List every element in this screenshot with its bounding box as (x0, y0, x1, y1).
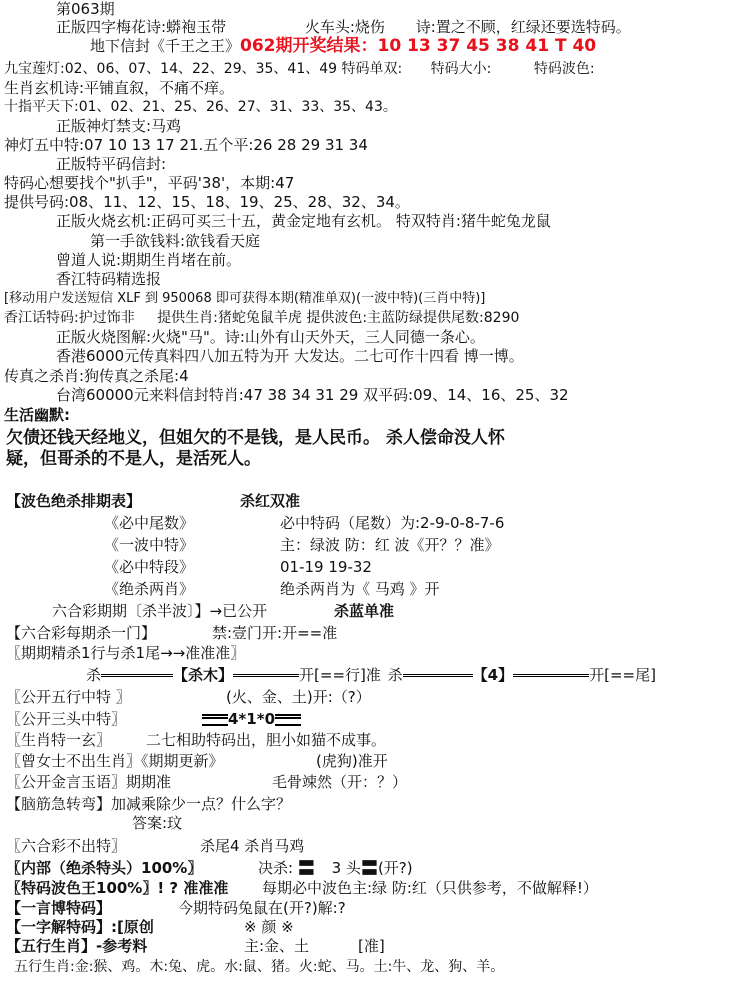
neibu-tou: 3 头 (331, 859, 361, 877)
shi-text: 诗:置之不顾，红绿还要选特码。 (415, 18, 631, 36)
shengxiao-yixuan-value: 二七相助特码出，胆小如猫不成事。 (146, 731, 387, 749)
joke-line-1: 欠债还钱天经地义，但姐欠的不是钱，是人民币。 杀人偿命没人怀 (6, 428, 505, 448)
poem-line (56, 18, 631, 36)
wuxing-value: (火、金、土)开:（?） (226, 688, 371, 706)
issue-number: 第063期 (56, 0, 115, 18)
bose-label: 〖特码波色王100%〗! ? 准准准 (6, 879, 229, 897)
neibu-kai: (开?) (377, 859, 413, 877)
santou-label: 〖公开三头中特〗 (6, 710, 127, 728)
wuxing-label: 〖公开五行中特 〗 (6, 688, 131, 706)
xiangjiang-tigong: 提供生肖:猪蛇兔鼠羊虎 提供波色:主蓝防绿提供尾数:8290 (157, 310, 520, 326)
sha-left: 杀 (86, 666, 102, 684)
jiubao-danshuang: 特码单双: (341, 61, 403, 77)
xinxiang: 特码心想要找个"扒手"，平码'38'，本期:47 (4, 174, 295, 192)
jiubao-bose: 特码波色: (533, 61, 595, 77)
triple-bar-icon (202, 714, 228, 726)
shengxiao-yixuan-label: 〖生肖特一玄〗 (6, 731, 112, 749)
shayimen-line: 【六合彩每期杀一门】 (6, 624, 157, 642)
result-text: 062期开奖结果：10 13 37 45 38 41 T 40 (240, 36, 597, 56)
daan-line: 答案:玟 (132, 814, 183, 832)
divider-line (513, 674, 589, 677)
huoshao-xuanji: 正版火烧玄机:正码可买三十五，黄金定地有玄机。 特双特肖:猪牛蛇兔龙鼠 (56, 212, 551, 230)
sha-row (86, 666, 656, 684)
yizi-value: ※ 颜 ※ (244, 918, 294, 936)
wuxing-sx-main: 主:金、土 (244, 937, 310, 955)
sha-mu: 【杀木】 (173, 666, 234, 684)
xianggang-6000: 香港6000元传真料四八加五特为开 大发达。二七可作十四看 博一博。 (56, 347, 524, 365)
zengnvshi-label: 〖曾女士不出生肖〗《期期更新》 (6, 752, 224, 770)
divider-line (233, 674, 299, 677)
shendeng-wuzhong: 神灯五中特:07 10 13 17 21.五个平:26 28 29 31 34 (4, 136, 368, 154)
row-biizhong-weishu-value: 必中特码（尾数）为:2-9-0-8-7-6 (280, 514, 505, 532)
equals-icon: 〓 (360, 858, 378, 879)
shayimen-right: 禁:壹门开:开==准 (212, 624, 338, 642)
santou-value (202, 710, 301, 728)
table-title: 【波色绝杀排期表】 (6, 492, 142, 510)
jiubao-numbers: 九宝莲灯:02、06、07、14、22、29、35、41、49 (4, 61, 338, 77)
wuxing-sx-right: [准] (358, 937, 385, 955)
chuanzhen: 传真之杀肖:狗传真之杀尾:4 (4, 367, 189, 385)
shenghuo-label: 生活幽默: (4, 406, 70, 424)
row-liangxiao-label: 《绝杀两肖》 (104, 580, 195, 598)
poem-title: 正版四字梅花诗: (56, 18, 167, 36)
divider-line (403, 674, 473, 677)
jingsha-line: 〖期期精杀1行与杀1尾→→准准准〗 (6, 644, 246, 662)
jiubao-line (4, 60, 595, 78)
row-biizhong-weishu-label: 《必中尾数》 (104, 514, 195, 532)
jinyan-value: 毛骨竦然（开：？） (272, 773, 408, 791)
wuxing-list: 五行生肖:金:猴、鸡。木:兔、虎。水:鼠、猪。火:蛇、马。土:牛、龙、狗、羊。 (14, 959, 505, 975)
banbo-right: 杀蓝单准 (334, 602, 395, 620)
equals-icon: 〓 (297, 858, 315, 879)
triple-bar-icon (275, 714, 301, 726)
neibu-value (258, 859, 413, 878)
bose-value: 每期必中波色主:绿 防:红（只供参考，不做解释!） (262, 879, 598, 897)
row-liangxiao-value: 绝杀两肖为《 马鸡 》开 (280, 580, 440, 598)
tepingma: 正版特平码信封: (56, 155, 167, 173)
row-yibo-value: 主：绿波 防：红 波《开？？准》 (280, 536, 500, 554)
xianggang-jingxuan: 香江特码精选报 (56, 270, 162, 288)
row-teduan-label: 《必中特段》 (104, 558, 195, 576)
yidong-sms: [移动用户发送短信 XLF 到 950068 即可获得本期(精准单双)(一波中特)(三肖中特)] (4, 291, 486, 306)
zengnvshi-value: (虎狗)准开 (316, 752, 388, 770)
box-4: 【4】 (472, 666, 514, 684)
shendeng-jinzhi: 正版神灯禁支:马鸡 (56, 117, 182, 135)
huoshao-tujie: 正版火烧图解:火烧"马"。诗:山外有山天外天，三人同德一条心。 (56, 328, 485, 346)
result-line (90, 37, 596, 55)
huoche-value: 烧伤 (354, 18, 385, 36)
yiyan-value: 今期特码兔鼠在(开?)解:? (178, 899, 346, 917)
divider-line (101, 674, 173, 677)
cengdao: 曾道人说:期期生肖堵在前。 (56, 251, 242, 269)
xiangjiang-tema: 香江话特码:护过饰非 (4, 310, 135, 326)
buchu-value: 杀尾4 杀肖马鸡 (200, 837, 305, 855)
sha-mid: 杀 (387, 666, 403, 684)
taiwan-60000: 台湾60000元来料信封特肖:47 38 34 31 29 双平码:09、14、16、25、32 (56, 386, 569, 404)
row-yibo-label: 《一波中特》 (104, 536, 195, 554)
diyishou: 第一手欲钱料:欲钱看天庭 (90, 232, 261, 250)
wuxing-sx-label: 【五行生肖】-参考料 (6, 937, 148, 955)
xiangjiang-line (4, 309, 519, 327)
kai-xing: 开[==行]准 (299, 666, 381, 684)
tigong: 提供号码:08、11、12、15、18、19、25、28、32、34。 (4, 193, 410, 211)
naojin-line: 【脑筋急转弯】加减乘除少一点？什么字？ (6, 795, 292, 813)
poem-text: 蟒袍玉带 (166, 18, 227, 36)
huoche-label: 火车头: (304, 18, 355, 36)
dixia-label: 地下信封《千王之王》 (90, 37, 241, 55)
row-teduan-value: 01-19 19-32 (280, 558, 372, 576)
buchu-label: 〖六合彩不出特〗 (6, 837, 127, 855)
yizi-label: 【一字解特码】:[原创 (6, 918, 154, 936)
shizhi-line: 十指平天下:01、02、21、25、26、27、31、33、35、43。 (4, 99, 397, 115)
yiyan-label: 【一言博特码】 (6, 899, 112, 917)
shengxiao-xuanji: 生肖玄机诗:平铺直叙，不痛不痒。 (4, 79, 235, 97)
jiubao-daxiao: 特码大小: (430, 61, 492, 77)
neibu-jue: 决杀: (258, 859, 294, 877)
table-title-right: 杀红双准 (240, 492, 301, 510)
jinyan-label: 〖公开金言玉语〗期期准 (6, 773, 172, 791)
neibu-label: 〖内部（绝杀特头）100%〗 (6, 859, 203, 877)
santou-numbers: 4*1*0 (228, 710, 275, 728)
joke-line-2: 疑，但哥杀的不是人，是活死人。 (6, 449, 261, 469)
banbo-line: 六合彩期期〔杀半波〕】→已公开 (52, 602, 268, 620)
kai-wei: 开[==尾] (589, 666, 656, 684)
